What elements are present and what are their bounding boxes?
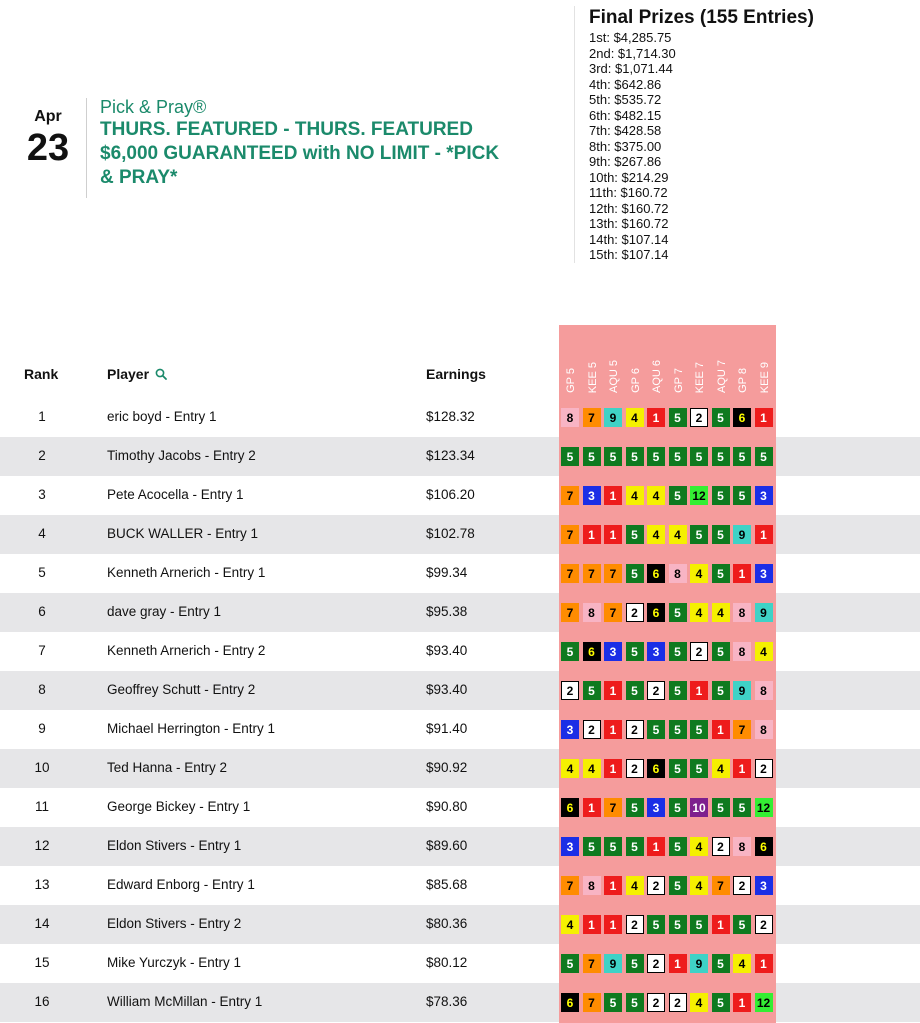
pick-badge: 5 [712,954,730,973]
pick-badge: 7 [604,798,622,817]
row-picks [559,866,776,905]
pick-badge: 5 [690,447,708,466]
pick-badge: 5 [733,486,751,505]
row-earnings: $85.68 [426,877,468,892]
row-player-name[interactable]: Timothy Jacobs - Entry 2 [107,448,256,463]
pick-badge: 8 [583,603,601,622]
pick-badge: 2 [647,993,665,1012]
rank-header[interactable]: Rank [24,366,59,382]
race-header-label: AQU 5 [608,359,620,393]
pick-badge: 5 [626,954,644,973]
pick-badge: 4 [712,603,730,622]
row-picks [559,944,776,983]
pick-badge: 5 [561,447,579,466]
row-rank: 13 [34,877,50,892]
pick-badge: 12 [755,993,773,1012]
pick-badge: 7 [712,876,730,895]
event-date [22,108,74,168]
prize-item: 5th: $535.72 [589,92,662,107]
pick-badge: 1 [755,954,773,973]
prize-list [589,30,814,263]
pick-badge: 3 [583,486,601,505]
pick-badge: 1 [604,681,622,700]
race-header-label: KEE 9 [758,361,771,393]
pick-badge: 2 [647,876,665,895]
row-player-name[interactable]: Eldon Stivers - Entry 2 [107,916,242,931]
pick-badge: 5 [669,486,687,505]
pick-badge: 5 [733,798,751,817]
pick-badge: 5 [669,408,687,427]
contest-title-line2[interactable]: $6,000 GUARANTEED with NO LIMIT - *PICK [100,143,500,164]
race-headers [559,325,776,397]
pick-badge: 5 [712,798,730,817]
pick-badge: 1 [669,954,687,973]
pick-badge: 5 [712,993,730,1012]
pick-badge: 1 [647,837,665,856]
prize-item: 9th: $267.86 [589,154,662,169]
row-player-name[interactable]: dave gray - Entry 1 [107,604,222,619]
prize-item: 3rd: $1,071.44 [589,61,673,76]
row-earnings: $80.12 [426,955,468,970]
row-earnings: $128.32 [426,409,475,424]
pick-badge: 9 [755,603,773,622]
pick-badge: 8 [733,837,751,856]
pick-badge: 5 [690,915,708,934]
contest-title-line1[interactable]: THURS. FEATURED - THURS. FEATURED [100,119,473,140]
pick-badge: 1 [755,525,773,544]
table-row[interactable] [0,944,920,983]
pick-badge: 9 [604,954,622,973]
pick-badge: 5 [690,525,708,544]
pick-badge: 7 [583,408,601,427]
pick-badge: 5 [583,681,601,700]
pick-badge: 8 [583,876,601,895]
pick-badge: 9 [690,954,708,973]
pick-badge: 5 [561,642,579,661]
player-header[interactable] [107,366,167,382]
pick-badge: 3 [755,876,773,895]
pick-badge: 3 [604,642,622,661]
pick-badge: 1 [712,720,730,739]
pick-badge: 2 [626,759,644,778]
row-picks [559,749,776,788]
row-earnings: $91.40 [426,721,468,736]
row-player-name[interactable]: George Bickey - Entry 1 [107,799,251,814]
pick-badge: 5 [712,447,730,466]
row-earnings: $93.40 [426,682,468,697]
pick-badge: 12 [755,798,773,817]
row-rank: 12 [34,838,50,853]
row-player-name[interactable]: BUCK WALLER - Entry 1 [107,526,259,541]
player-header-label: Player [107,366,150,382]
race-header-label: GP 8 [737,368,749,393]
row-rank: 2 [38,448,46,463]
pick-badge: 2 [755,915,773,934]
row-rank: 10 [34,760,50,775]
pick-badge: 5 [604,993,622,1012]
pick-badge: 4 [561,915,579,934]
row-player-name[interactable]: Eldon Stivers - Entry 1 [107,838,242,853]
table-header [0,366,920,386]
pick-badge: 3 [647,642,665,661]
row-picks [559,632,776,671]
pick-badge: 5 [604,447,622,466]
pick-badge: 2 [755,759,773,778]
pick-badge: 5 [669,876,687,895]
pick-badge: 4 [583,759,601,778]
pick-badge: 6 [733,408,751,427]
prize-item: 12th: $160.72 [589,200,669,216]
pick-badge: 6 [755,837,773,856]
pick-badge: 4 [561,759,579,778]
race-header-label: KEE 5 [586,361,599,393]
pick-badge: 1 [690,681,708,700]
pick-badge: 6 [647,603,665,622]
race-header-label: GP 7 [672,368,685,393]
row-earnings: $123.34 [426,448,475,463]
prize-item: 6th: $482.15 [589,107,662,123]
pick-badge: 5 [690,759,708,778]
earnings-header[interactable]: Earnings [426,366,486,382]
pick-badge: 4 [669,525,687,544]
pick-badge: 5 [690,720,708,739]
pick-badge: 3 [561,720,579,739]
pick-badge: 1 [733,759,751,778]
row-player-name[interactable]: Ted Hanna - Entry 2 [107,760,228,775]
pick-badge: 7 [561,525,579,544]
row-picks [559,827,776,866]
row-rank: 9 [38,721,46,736]
pick-badge: 1 [604,876,622,895]
pick-badge: 7 [561,603,579,622]
prize-item: 1st: $4,285.75 [589,30,672,45]
pick-badge: 5 [604,837,622,856]
pick-badge: 8 [733,603,751,622]
prize-item: 11th: $160.72 [589,185,668,200]
pick-badge: 4 [690,993,708,1012]
pick-badge: 1 [604,915,622,934]
pick-badge: 5 [647,915,665,934]
search-icon[interactable] [155,368,167,380]
pick-badge: 5 [561,954,579,973]
row-player-name[interactable]: eric boyd - Entry 1 [107,409,217,424]
row-rank: 7 [38,643,46,658]
row-picks [559,671,776,710]
row-rank: 1 [38,409,46,424]
pick-badge: 4 [733,954,751,973]
pick-badge: 5 [733,447,751,466]
row-rank: 4 [38,526,46,541]
table-row[interactable] [0,827,920,866]
table-row[interactable] [0,632,920,671]
table-row[interactable] [0,476,920,515]
pick-badge: 3 [755,486,773,505]
prize-item: 8th: $375.00 [589,138,662,154]
pick-badge: 5 [647,447,665,466]
event-month: Apr [34,108,62,125]
pick-badge: 5 [626,447,644,466]
pick-badge: 4 [690,837,708,856]
row-rank: 15 [34,955,50,970]
row-picks [559,983,776,1022]
table-row[interactable] [0,710,920,749]
pick-badge: 1 [604,525,622,544]
pick-badge: 7 [583,993,601,1012]
prize-item: 4th: $642.86 [589,76,662,92]
race-header-label: KEE 7 [694,361,706,393]
pick-badge: 9 [604,408,622,427]
pick-badge: 2 [690,408,708,427]
pick-badge: 1 [604,486,622,505]
pick-badge: 6 [561,798,579,817]
row-player-name[interactable]: William McMillan - Entry 1 [107,994,263,1009]
final-prizes-title: Final Prizes (155 Entries) [589,7,814,28]
pick-badge: 8 [669,564,687,583]
pick-badge: 2 [626,915,644,934]
pick-badge: 1 [583,915,601,934]
pick-badge: 6 [561,993,579,1012]
pick-badge: 7 [561,486,579,505]
row-earnings: $93.40 [426,643,468,658]
pick-badge: 5 [669,759,687,778]
pick-badge: 4 [690,876,708,895]
row-player-name[interactable]: Edward Enborg - Entry 1 [107,877,255,892]
prize-item: 2nd: $1,714.30 [589,45,676,61]
pick-badge: 7 [733,720,751,739]
pick-badge: 2 [690,642,708,661]
row-picks [559,398,776,437]
pick-badge: 5 [669,915,687,934]
row-earnings: $90.80 [426,799,468,814]
row-player-name[interactable]: Michael Herrington - Entry 1 [107,721,276,736]
table-row[interactable] [0,437,920,476]
race-header-label: AQU 6 [651,359,663,393]
row-picks [559,593,776,632]
pick-badge: 5 [626,798,644,817]
pick-badge: 5 [669,720,687,739]
row-rank: 3 [38,487,46,502]
prize-item: 10th: $214.29 [589,169,669,185]
pick-badge: 7 [561,876,579,895]
pick-badge: 6 [647,759,665,778]
pick-badge: 9 [733,681,751,700]
row-rank: 6 [38,604,46,619]
pick-badge: 5 [712,525,730,544]
pick-badge: 7 [604,603,622,622]
pick-badge: 4 [690,603,708,622]
table-row[interactable] [0,749,920,788]
row-picks [559,788,776,827]
pick-badge: 5 [712,408,730,427]
prize-item: 14th: $107.14 [589,231,669,247]
row-player-name[interactable]: Mike Yurczyk - Entry 1 [107,955,242,970]
race-header-label: GP 5 [565,368,577,393]
pick-badge: 5 [712,681,730,700]
row-picks [559,476,776,515]
row-rank: 14 [34,916,50,931]
pick-badge: 5 [583,837,601,856]
pick-badge: 2 [561,681,579,700]
contest-title-line3[interactable]: & PRAY* [100,167,178,188]
race-header-label: GP 6 [629,368,642,393]
prize-item: 15th: $107.14 [589,247,669,262]
row-player-name[interactable]: Kenneth Arnerich - Entry 2 [107,643,266,658]
leaderboard-rows [0,398,920,1022]
row-player-name[interactable]: Kenneth Arnerich - Entry 1 [107,565,266,580]
table-row[interactable] [0,671,920,710]
pick-badge: 2 [626,720,644,739]
pick-badge: 4 [712,759,730,778]
pick-badge: 5 [755,447,773,466]
pick-badge: 1 [712,915,730,934]
pick-badge: 5 [626,564,644,583]
table-row[interactable] [0,905,920,944]
pick-badge: 4 [647,525,665,544]
row-picks [559,905,776,944]
pick-badge: 1 [733,564,751,583]
table-row[interactable] [0,554,920,593]
row-rank: 8 [38,682,46,697]
prize-item: 13th: $160.72 [589,216,669,231]
pick-badge: 5 [669,603,687,622]
pick-badge: 8 [733,642,751,661]
pick-badge: 5 [626,993,644,1012]
pick-badge: 5 [647,720,665,739]
pick-badge: 1 [647,408,665,427]
row-picks [559,554,776,593]
pick-badge: 4 [626,408,644,427]
pick-badge: 5 [712,564,730,583]
pick-badge: 6 [583,642,601,661]
row-picks [559,515,776,554]
pick-badge: 3 [561,837,579,856]
row-earnings: $78.36 [426,994,468,1009]
pick-badge: 2 [647,681,665,700]
pick-badge: 2 [583,720,601,739]
pick-badge: 1 [733,993,751,1012]
contest-brand[interactable]: Pick & Pray® [100,97,207,117]
date-divider [86,98,87,198]
pick-badge: 3 [647,798,665,817]
pick-badge: 5 [626,525,644,544]
table-row[interactable] [0,398,920,437]
row-player-name[interactable]: Pete Acocella - Entry 1 [107,487,244,502]
pick-badge: 4 [626,876,644,895]
pick-badge: 10 [690,798,708,817]
pick-badge: 4 [755,642,773,661]
table-row[interactable] [0,593,920,632]
pick-badge: 2 [733,876,751,895]
pick-badge: 8 [755,681,773,700]
pick-badge: 2 [626,603,644,622]
pick-badge: 8 [755,720,773,739]
row-rank: 11 [34,799,49,814]
prize-item: 7th: $428.58 [589,123,662,138]
row-earnings: $90.92 [426,760,468,775]
row-picks [559,437,776,476]
race-header-label: AQU 7 [715,359,728,393]
pick-badge: 5 [669,642,687,661]
pick-badge: 5 [583,447,601,466]
row-rank: 16 [34,994,50,1009]
pick-badge: 7 [583,564,601,583]
row-earnings: $80.36 [426,916,468,931]
row-earnings: $102.78 [426,526,475,541]
pick-badge: 1 [583,525,601,544]
pick-badge: 5 [626,681,644,700]
pick-badge: 1 [583,798,601,817]
pick-badge: 5 [669,798,687,817]
row-earnings: $89.60 [426,838,468,853]
pick-badge: 5 [669,447,687,466]
final-prizes [574,6,814,263]
row-earnings: $106.20 [426,487,475,502]
pick-badge: 5 [626,642,644,661]
row-earnings: $99.34 [426,565,468,580]
pick-badge: 3 [755,564,773,583]
pick-badge: 4 [626,486,644,505]
row-rank: 5 [38,565,46,580]
pick-badge: 1 [755,408,773,427]
table-row[interactable] [0,866,920,905]
pick-badge: 12 [690,486,708,505]
row-earnings: $95.38 [426,604,468,619]
pick-badge: 6 [647,564,665,583]
table-row[interactable] [0,788,920,827]
pick-badge: 5 [712,486,730,505]
pick-badge: 8 [561,408,579,427]
pick-badge: 5 [669,681,687,700]
pick-badge: 4 [690,564,708,583]
table-row[interactable] [0,515,920,554]
pick-badge: 1 [604,759,622,778]
pick-badge: 2 [669,993,687,1012]
pick-badge: 7 [583,954,601,973]
pick-badge: 9 [733,525,751,544]
pick-badge: 2 [647,954,665,973]
pick-badge: 5 [712,642,730,661]
pick-badge: 7 [561,564,579,583]
pick-badge: 1 [604,720,622,739]
table-row[interactable] [0,983,920,1022]
row-player-name[interactable]: Geoffrey Schutt - Entry 2 [107,682,256,697]
pick-badge: 5 [626,837,644,856]
pick-badge: 2 [712,837,730,856]
contest-info [100,96,570,190]
pick-badge: 7 [604,564,622,583]
row-picks [559,710,776,749]
pick-badge: 5 [733,915,751,934]
pick-badge: 5 [669,837,687,856]
event-day: 23 [26,127,70,169]
pick-badge: 4 [647,486,665,505]
